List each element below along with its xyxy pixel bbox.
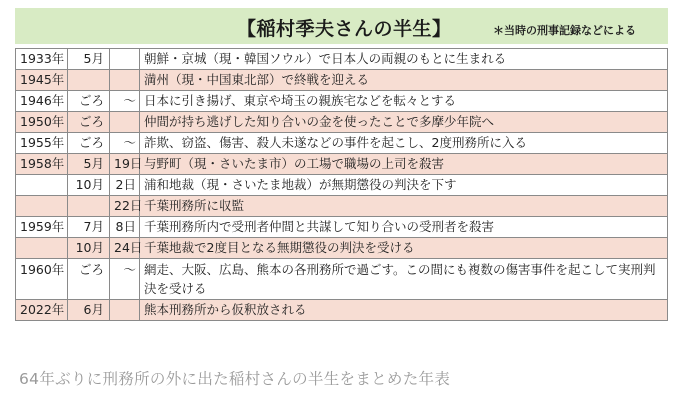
- event-cell: 浦和地裁（現・さいたま地裁）が無期懲役の判決を下す: [140, 175, 668, 196]
- month-cell: 10月: [68, 175, 110, 196]
- event-cell: 千葉刑務所内で受刑者仲間と共謀して知り合いの受刑者を殺害: [140, 217, 668, 238]
- event-cell: 網走、大阪、広島、熊本の各刑務所で過ごす。この間にも複数の傷害事件を起こして実刑判決を受ける: [140, 259, 668, 300]
- year-cell: [16, 238, 68, 259]
- table-row: [16, 91, 668, 112]
- month-cell: 5月: [68, 154, 110, 175]
- figure-caption: 64年ぶりに刑務所の外に出た稲村さんの半生をまとめた年表: [19, 370, 451, 388]
- month-cell: ごろ: [68, 112, 110, 133]
- event-cell: 朝鮮・京城（現・韓国ソウル）で日本人の両親のもとに生まれる: [140, 49, 668, 70]
- year-cell: 1955年: [16, 133, 68, 154]
- day-cell: 22日: [110, 196, 140, 217]
- month-cell: ごろ: [68, 133, 110, 154]
- month-cell: ごろ: [68, 259, 110, 300]
- month-cell: [68, 70, 110, 91]
- day-cell: [110, 70, 140, 91]
- day-cell: 〜: [110, 259, 140, 300]
- month-cell: ごろ: [68, 91, 110, 112]
- table-row: [16, 238, 668, 259]
- table-row: [16, 196, 668, 217]
- event-cell: 日本に引き揚げ、東京や埼玉の親族宅などを転々とする: [140, 91, 668, 112]
- year-cell: [16, 196, 68, 217]
- year-cell: 1960年: [16, 259, 68, 300]
- event-cell: 熊本刑務所から仮釈放される: [140, 300, 668, 321]
- year-cell: 1945年: [16, 70, 68, 91]
- day-cell: 8日: [110, 217, 140, 238]
- table-row: [16, 217, 668, 238]
- table-row: [16, 154, 668, 175]
- day-cell: [110, 49, 140, 70]
- day-cell: 19日: [110, 154, 140, 175]
- event-cell: 仲間が持ち逃げした知り合いの金を使ったことで多摩少年院へ: [140, 112, 668, 133]
- month-cell: 7月: [68, 217, 110, 238]
- day-cell: [110, 300, 140, 321]
- year-cell: 1946年: [16, 91, 68, 112]
- year-cell: 1950年: [16, 112, 68, 133]
- table-row: [16, 70, 668, 91]
- table-row: [16, 259, 668, 300]
- event-cell: 詐欺、窃盗、傷害、殺人未遂などの事件を起こし、2度刑務所に入る: [140, 133, 668, 154]
- source-note: ＊当時の刑事記録などによる: [493, 24, 636, 37]
- table-row: [16, 112, 668, 133]
- title-bar: [15, 8, 668, 44]
- day-cell: 24日: [110, 238, 140, 259]
- day-cell: 2日: [110, 175, 140, 196]
- event-cell: 満州（現・中国東北部）で終戦を迎える: [140, 70, 668, 91]
- chronology-figure: [15, 8, 668, 343]
- year-cell: 2022年: [16, 300, 68, 321]
- day-cell: [110, 112, 140, 133]
- day-cell: 〜: [110, 133, 140, 154]
- month-cell: [68, 196, 110, 217]
- year-cell: 1933年: [16, 49, 68, 70]
- year-cell: 1959年: [16, 217, 68, 238]
- table-row: [16, 133, 668, 154]
- table-row: [16, 300, 668, 321]
- month-cell: 10月: [68, 238, 110, 259]
- month-cell: 6月: [68, 300, 110, 321]
- chronology-table: [15, 48, 668, 321]
- chronology-title: 【稲村季夫さんの半生】: [237, 18, 452, 40]
- table-row: [16, 175, 668, 196]
- table-row: [16, 49, 668, 70]
- event-cell: 千葉地裁で2度目となる無期懲役の判決を受ける: [140, 238, 668, 259]
- year-cell: [16, 175, 68, 196]
- day-cell: 〜: [110, 91, 140, 112]
- event-cell: 与野町（現・さいたま市）の工場で職場の上司を殺害: [140, 154, 668, 175]
- month-cell: 5月: [68, 49, 110, 70]
- event-cell: 千葉刑務所に収監: [140, 196, 668, 217]
- year-cell: 1958年: [16, 154, 68, 175]
